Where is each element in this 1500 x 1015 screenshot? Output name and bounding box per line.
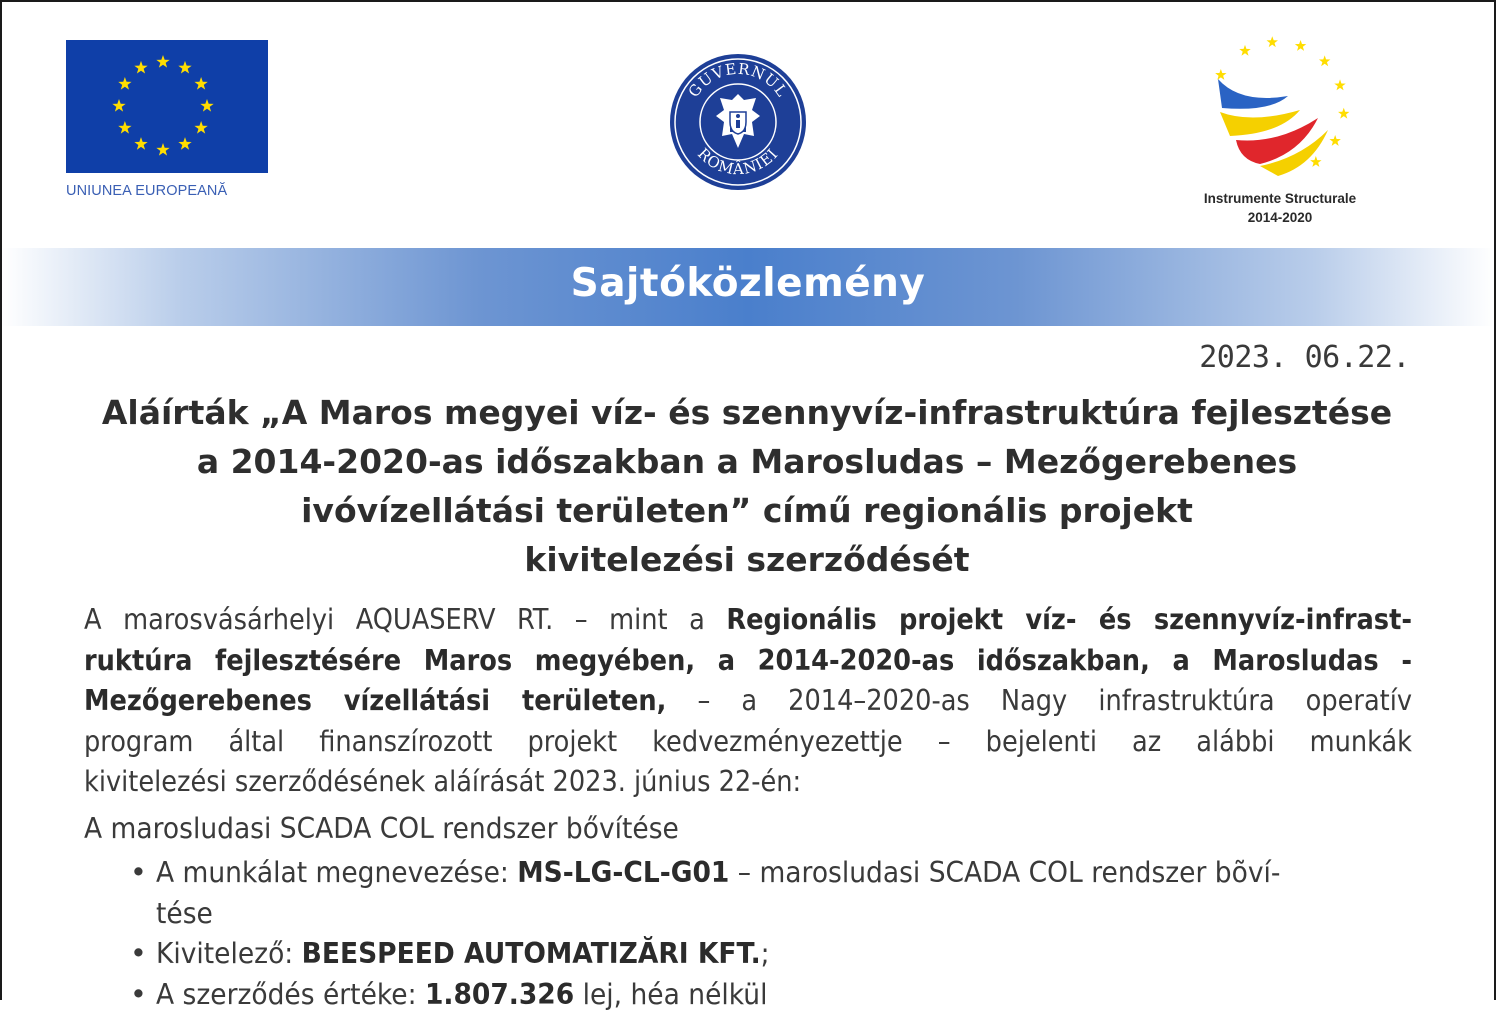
instrumente-structurale-caption [1170,189,1390,227]
item-suffix: lej, héa nélkül [574,978,767,1011]
item-label: A szerződés értéke: [156,978,425,1011]
eu-star-icon [112,99,125,112]
item-value: BEESPEED AUTOMATIZĂRI KFT. [302,937,761,970]
project-name-bold: ruktúra fejlesztésére Maros megyében, a 2014-2020-as időszakban, a Marosludas - [84,644,1412,677]
section-title: A marosludasi SCADA COL rendszer bővítése [84,812,679,845]
paragraph-line [84,641,1412,682]
government-seal-logo [668,52,808,192]
eu-star-icon [156,55,169,68]
title-banner [2,248,1494,326]
is-star-icon [1338,108,1349,119]
list-item [130,853,1412,934]
eu-star-icon [118,121,131,134]
item-label: A munkálat megnevezése: [156,856,517,889]
headline-line: a 2014-2020-as időszakban a Marosludas – Mezőgerebenes [84,437,1410,486]
headline-line: kivitelezési szerződését [84,535,1410,584]
is-star-icon [1334,79,1345,90]
headline-line: Aláírták „A Maros megyei víz- és szennyvíz-infrastruktúra fejlesztése [84,388,1410,437]
paragraph-line [84,681,1412,722]
is-star-icon [1239,45,1250,56]
item-value: MS-LG-CL-G01 [517,856,729,889]
paragraph-line: kivitelezési szerződésének aláírását 2023. június 22-én: [84,762,1412,803]
eu-star-icon [178,61,191,74]
headline-line: ivóvízellátási területen” című regionális projekt [84,486,1410,535]
paragraph-line: program által finanszírozott projekt kedvezményezettje – bejelenti az alábbi munkák [84,722,1412,763]
is-star-icon [1319,55,1330,66]
banner-title: Sajtóközlemény [571,261,926,306]
is-star-icon [1310,156,1321,167]
details-list [130,853,1412,1015]
eu-star-icon [194,77,207,90]
is-caption-line1: Instrumente Structurale [1170,189,1390,208]
is-star-icon [1295,40,1306,51]
intro-text: – a 2014–2020-as Nagy infrastruktúra operatív [666,684,1412,717]
eu-star-icon [134,137,147,150]
eu-caption: UNIUNEA EUROPEANĂ [66,183,272,199]
eu-star-icon [178,137,191,150]
is-caption-line2: 2014-2020 [1170,208,1390,227]
eu-star-icon [194,121,207,134]
item-value: 1.807.326 [425,978,574,1011]
instrumente-structurale-logo [1200,34,1370,184]
is-star-icon [1215,69,1226,80]
item-label: Kivitelező: [156,937,302,970]
eu-star-icon [156,143,169,156]
release-date: 2023. 06.22. [1199,340,1410,375]
list-item [130,934,1412,975]
is-star-icon [1329,135,1340,146]
project-name-bold: Regionális projekt víz- és szennyvíz-infrast- [726,603,1412,636]
item-suffix: ; [761,937,770,970]
seal-bottom-text: ROMÂNIEI [694,145,782,179]
item-suffix: – marosludasi SCADA COL rendszer bõví- [729,856,1280,889]
list-item [130,975,1412,1015]
is-star-icon [1267,36,1278,47]
project-name-bold: Mezőgerebenes vízellátási területen, [84,684,666,717]
eu-star-icon [118,77,131,90]
eu-star-icon [134,61,147,74]
intro-paragraph [84,600,1412,803]
intro-text: A marosvásárhelyi AQUASERV RT. – mint a [84,603,726,636]
item-continuation: tése [156,894,1324,935]
eu-star-icon [200,99,213,112]
eu-flag-logo [66,40,268,173]
seal-top-text: GUVERNUL [685,60,792,101]
paragraph-line [84,600,1412,641]
headline [84,388,1410,584]
